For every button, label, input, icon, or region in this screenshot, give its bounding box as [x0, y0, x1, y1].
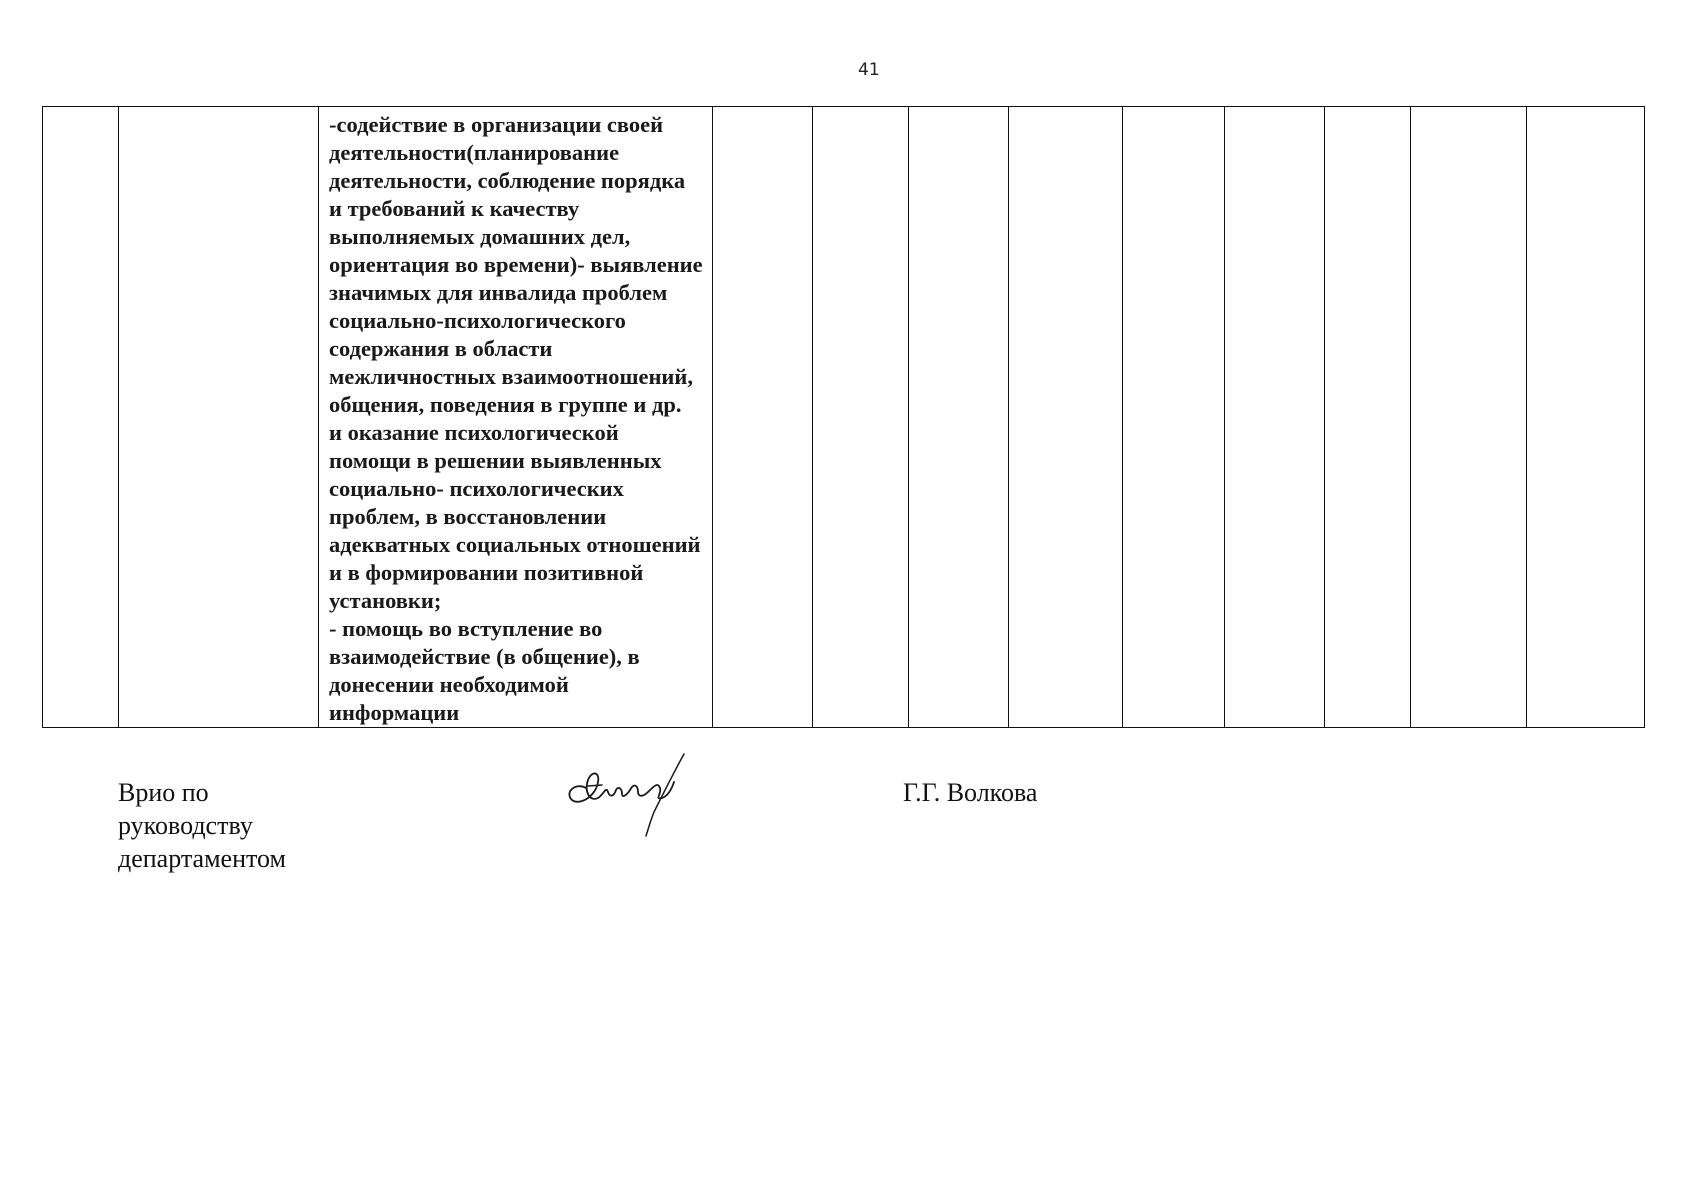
description-line: донесении необходимой [329, 672, 569, 697]
description-line: -содействие в организации своей [329, 112, 664, 137]
description-line: проблем, в восстановлении [329, 504, 607, 529]
description-line: установки; [329, 588, 442, 613]
table-cell-empty [1325, 107, 1411, 728]
handwritten-signature [558, 752, 698, 842]
description-line: и требований к качеству [329, 196, 580, 221]
signer-position [118, 776, 286, 875]
table-cell-empty [1225, 107, 1325, 728]
description-line: информации [329, 700, 460, 725]
signer-name: Г.Г. Волкова [903, 778, 1038, 807]
description-line: и в формировании позитивной [329, 560, 644, 585]
description-line: значимых для инвалида проблем [329, 280, 668, 305]
description-line: деятельности(планирование [329, 140, 620, 165]
description-line: выполняемых домашних дел, [329, 224, 631, 249]
description-line: социально-психологического [329, 308, 626, 333]
signer-position-line: Врио по [118, 778, 209, 807]
description-line: социально- психологических [329, 476, 624, 501]
description-line: ориентация во времени)- выявление [329, 252, 703, 277]
services-table [42, 106, 1645, 728]
page-number: 41 [858, 60, 880, 80]
description-line: деятельности, соблюдение порядка [329, 168, 686, 193]
table-cell-empty [1123, 107, 1225, 728]
table-cell-empty [813, 107, 909, 728]
description-line: помощи в решении выявленных [329, 448, 662, 473]
signer-position-line: департаментом [118, 844, 286, 873]
description-line: взаимодействие (в общение), в [329, 644, 640, 669]
table-cell-service-description [319, 107, 713, 728]
description-line: адекватных социальных отношений [329, 532, 701, 557]
table-cell-service-name [119, 107, 319, 728]
table-cell-empty [713, 107, 813, 728]
table-cell-empty [1009, 107, 1123, 728]
signer-position-line: руководству [118, 811, 253, 840]
description-line: общения, поведения в группе и др. [329, 392, 682, 417]
description-line: и оказание психологической [329, 420, 619, 445]
table-cell-number [43, 107, 119, 728]
table-cell-empty [1411, 107, 1527, 728]
description-line: межличностных взаимоотношений, [329, 364, 693, 389]
table-row [43, 107, 1645, 728]
description-line: - помощь во вступление во [329, 616, 603, 641]
table-cell-empty [1527, 107, 1645, 728]
table-cell-empty [909, 107, 1009, 728]
description-line: содержания в области [329, 336, 553, 361]
